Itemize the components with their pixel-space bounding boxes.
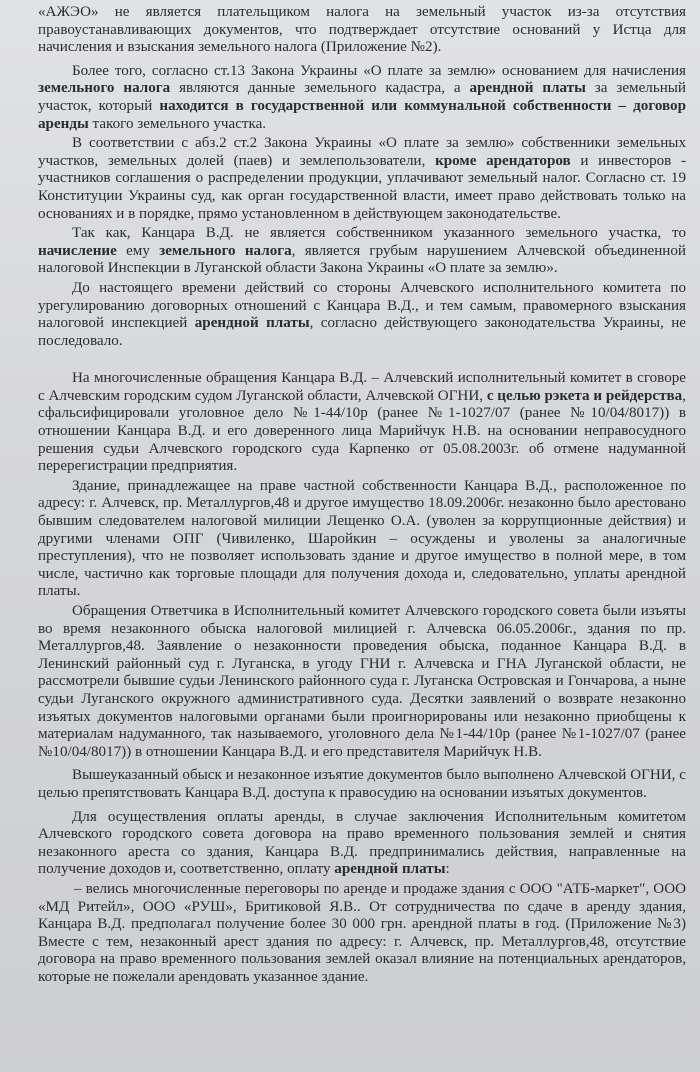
bold-run: арендной платы [194,315,310,332]
text-run: Более того, согласно ст.13 Закона Украины «О плате за землю» основанием для начисления [72,62,686,79]
paragraph-9 [38,767,686,802]
text-run: ему [116,242,160,259]
text-run: На многочисленные обращения Канцара В.Д. – Алчевский исполнительный комитет в сговоре с Алчевским городским судом Луганской области, Алчевской ОГНИ, [38,370,686,404]
text-run: являются данные земельного кадастра, а [170,80,470,97]
paragraph-8 [38,603,686,761]
bold-run: с целью рэкета и рейдерства [486,387,683,404]
bold-run: находится в государственной или коммунальной собственности – договор аренды [38,97,686,132]
text-run: и инвесторов - участников соглашения о распределении продукции, уплачивают земельный налог. Согласно ст. 19 Конституции Украины суд, как орган государственной власти, имеет право действовать только на основаниях и в порядке, прямо установленном в действующем законодательстве. [38,152,687,222]
text-run: , является грубым нарушением Алчевской объединенной налоговой Инспекции в Луганской области Закона Украины «О плате за землю». [38,242,686,277]
text-run: , согласно действующего законодательства Украины, не последовало. [38,315,686,349]
bold-run: арендной платы [334,861,446,878]
paragraph-2 [38,63,686,133]
paragraph-7 [38,478,686,601]
bold-run: кроме арендаторов [435,152,571,169]
text-run: за земельный участок, который [38,80,686,114]
bold-run: начисление [38,242,117,259]
text-run: В соответствии с абз.2 ст.2 Закона Украины «О плате за землю» собственники земельных участков, земельных долей (паев) и землепользователи, [38,135,686,169]
paragraph-3 [38,135,686,223]
paragraph-1 [38,4,686,57]
paragraph-5 [38,280,686,350]
text-run: – велись многочисленные переговоры по аренде и продаже здания с ООО "АТБ-маркет", ООО «МД Ритейл», ООО «РУШ», Бритиковой Я.В.. От сотрудничества по сдаче в аренду здания, Канцара В.Д. предполагал получение более 30 000 грн. арендной платы в год. (Приложение №3) Вместе с тем, незаконный арест здания по адресу: г. Алчевск, пр. Металлургов,48, отсутствие договора на право временного пользования землей оказал влияние на потенциальных арендаторов, которые не пожелали арендовать указанное здание. [38,880,686,985]
text-run: такого земельного участка. [88,115,267,132]
paragraph-6 [38,370,686,476]
text-run: Для осуществления оплаты аренды, в случае заключения Исполнительным комитетом Алчевского городского совета договора на право временного пользования землей и снятия незаконного ареста со здания, Канцара В.Д. предпринимались действия, направленные на получение доходов и, соответственно, оплату [38,808,686,878]
paragraph-4 [38,225,686,278]
bold-run: земельного налога [38,80,171,97]
text-run: Обращения Ответчика в Исполнительный комитет Алчевского городского совета были изъяты во время незаконного обыска налоговой милицией г. Алчевска 06.05.2006г., здания по пр. Металлургов,48. Заявление о незаконности проведения обыска, поданное Канцара В.Д. в Ленинский районный суд г. Луганска, в угоду ГНИ г. Алчевска и ГНА Луганской области, не рассмотрели бывшие судьи Ленинского районного суда г. Луганска Островская и Гончарова, а ныне судьи Луганского окружного административного суда. Десятки заявлений о возврате незаконно изъятых документов налоговыми органами были проигнорированы или незаконно приобщены к материалам надуманного, так называемого, уголовного дела №1-44/10р (ранее №1-1027/07 (ранее №10/04/8017)) в отношении Канцара В.Д. и его представителя Марийчук Н.В. [38,603,686,760]
text-run: Здание, принадлежащее на праве частной собственности Канцара В.Д., расположенное по адресу: г. Алчевск, пр. Металлургов,48 и другое имущество 18.09.2006г. незаконно было арестовано бывшим следователем налоговой милиции Лещенко О.А. (уволен за коррупционные действия) и другими членами ОПГ (Чивиленко, Шаройкин – осуждены и уволены за аналогичные преступления), что не позволяет использовать здание и другое имущество в полной мере, в том числе, частично как торговые площади для получения дохода и, следовательно, уплаты арендной платы. [38,477,686,600]
text-run: , сфальсифицировали уголовное дело №1-44/10р (ранее №1-1027/07 (ранее №10/04/8017)) в отношении Канцара В.Д. и его доверенного лица Марийчук Н.В. на основании неправосудного решения судьи Алчевского городского суда Карпенко от 05.08.2003г. об отмене надуманной перерегистрации предприятия. [38,387,686,475]
bold-run: земельного налога [159,242,292,259]
paragraph-10 [38,809,686,879]
text-run: Так как, Канцара В.Д. не является собственником указанного земельного участка, то [72,225,686,242]
bold-run: арендной платы [469,80,586,97]
text-run: Вышеуказанный обыск и незаконное изъятие документов было выполнено Алчевской ОГНИ, с целью препятствовать Канцара В.Д. доступа к правосудию на основании изъятых документов. [38,767,686,801]
text-run: До настоящего времени действий со стороны Алчевского исполнительного комитета по урегулированию договорных отношений с Канцара В.Д., и тем самым, правомерного взыскания налоговой инспекцией [38,279,686,332]
text-run: «АЖЭО» не является плательщиком налога на земельный участок из-за отсутствия правоустанавливающих документов, что подтверждает отсутствие оснований у Истца для начисления и взыскания земельного налога (Приложение №2). [38,4,686,56]
text-run: : [445,861,450,878]
paragraph-11 [38,881,686,987]
